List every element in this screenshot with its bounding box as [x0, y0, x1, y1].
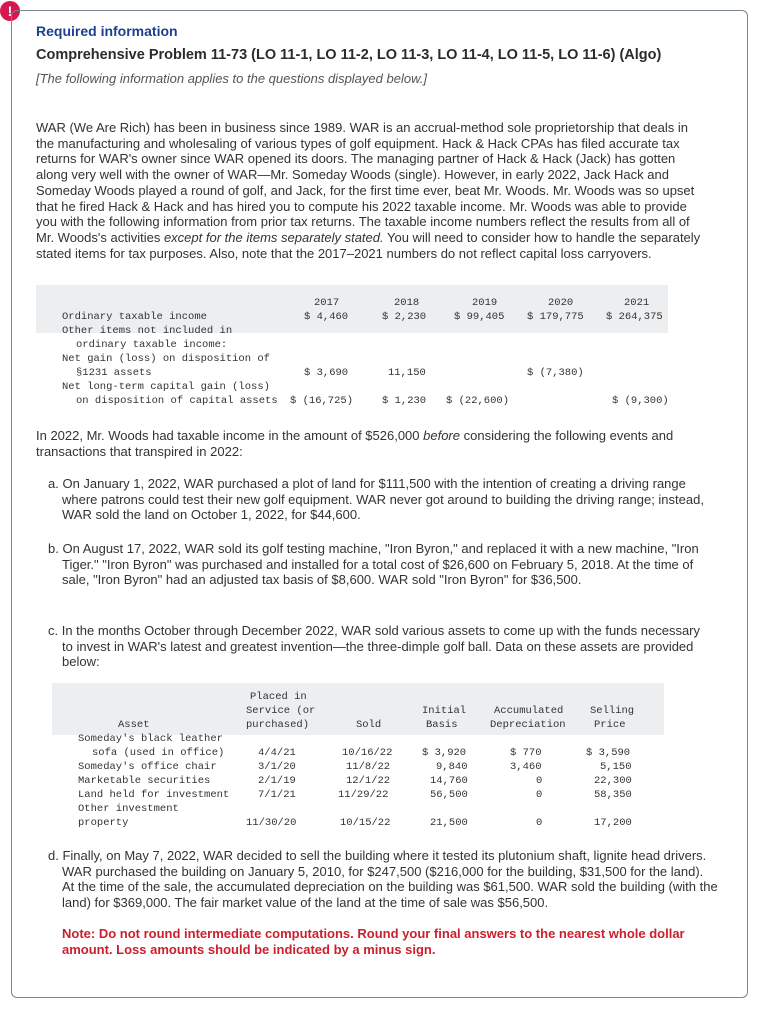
- column-header: Service (or: [246, 705, 316, 717]
- table-row-label: Someday's office chair: [78, 761, 217, 773]
- rounding-note: Note: Do not round intermediate computations. Round your final answers to the nearest whole dollar amount. Loss amounts should be indicated by a minus sign.: [62, 926, 685, 957]
- table-cell: $ 2,230: [382, 311, 427, 323]
- table-cell: $ 3,920: [422, 747, 467, 759]
- column-header: Asset: [118, 719, 150, 731]
- column-header: Price: [594, 719, 626, 731]
- table-cell: $ (7,380): [527, 367, 584, 379]
- table-row-label: Ordinary taxable income: [62, 311, 207, 323]
- column-header: Accumulated: [494, 705, 564, 717]
- table-cell: $ (22,600): [446, 395, 510, 407]
- table-cell: 58,350: [594, 789, 632, 801]
- year-header: 2018: [394, 297, 420, 309]
- table-row-label: Net gain (loss) on disposition of: [62, 353, 270, 365]
- table-row-label: Other investment: [78, 803, 179, 815]
- required-information-heading: Required information: [36, 23, 178, 39]
- column-header: purchased): [246, 719, 310, 731]
- table-cell: 3/1/20: [258, 761, 296, 773]
- background-paragraph: WAR (We Are Rich) has been in business since 1989. WAR is an accrual-method sole proprietorship that deals in the manufacturing and wholesaling of various types of golf equipment. Hack & Hack CPAs has filed accurate tax returns for WAR's owner since WAR opened its doors. The managing partner of Hack & Hack (Jack) has gotten along very well with the owner of WAR—Mr. Someday Woods (single). However, in early 2022, Jack Hack and Someday Woods played a round of golf, and Jack, for the first time ever, beat Mr. Woods. Mr. Woods was so upset that he fired Hack & Hack and has hired you to compute his 2022 taxable income. Mr. Woods was able to provide you with the following information from prior tax returns. The taxable income numbers reflect the results from all of Mr. Woods's activities except for the items separately stated. You will need to consider how to handle the separately stated items for tax purposes. Also, note that the 2017–2021 numbers do not reflect capital loss carryovers.: [36, 120, 701, 261]
- table-cell: $ 99,405: [454, 311, 505, 323]
- table-row-label: §1231 assets: [76, 367, 152, 379]
- table-cell: 22,300: [594, 775, 632, 787]
- table-cell: 4/4/21: [258, 747, 296, 759]
- table-cell: 0: [536, 789, 543, 801]
- year-header: 2017: [314, 297, 340, 309]
- table-row-label: ordinary taxable income:: [76, 339, 228, 351]
- year-header: 2019: [472, 297, 498, 309]
- table-cell: 7/1/21: [258, 789, 296, 801]
- intro-note: [The following information applies to the questions displayed below.]: [36, 71, 427, 86]
- column-header: Depreciation: [490, 719, 566, 731]
- item-a: a. On January 1, 2022, WAR purchased a plot of land for $111,500 with the intention of creating a driving range where patrons could test their new golf equipment. WAR never got around to building the driving range; instead, WAR sold the land on October 1, 2022, for $44,600.: [48, 476, 704, 523]
- table-row-label: on disposition of capital assets: [76, 395, 278, 407]
- table-cell: 0: [536, 775, 543, 787]
- table-row-label: Someday's black leather: [78, 733, 223, 745]
- table-row-label: sofa (used in office): [92, 747, 225, 759]
- table-cell: $ 770: [510, 747, 542, 759]
- table-cell: 11/29/22: [338, 789, 389, 801]
- table-cell: 14,760: [430, 775, 468, 787]
- table-cell: $ (9,300): [612, 395, 669, 407]
- table-cell: $ 4,460: [304, 311, 349, 323]
- table-row-label: Net long-term capital gain (loss): [62, 381, 270, 393]
- table-row-label: Other items not included in: [62, 325, 233, 337]
- table-cell: 10/15/22: [340, 817, 391, 829]
- column-header: Basis: [426, 719, 458, 731]
- item-c: c. In the months October through December 2022, WAR sold various assets to come up with the funds necessary to invest in WAR's latest and greatest invention—the three-dimple golf ball. Data on these assets are provided below:: [48, 623, 701, 670]
- table-cell: 11/8/22: [346, 761, 391, 773]
- table-cell: $ (16,725): [290, 395, 354, 407]
- item-d: d. Finally, on May 7, 2022, WAR decided to sell the building where it tested its plutonium shaft, lignite head drivers. WAR purchased the building on January 5, 2010, for $247,500 ($216,000 for the building, $31,500 for the land). At the time of the sale, the accumulated depreciation on the building was $61,500. WAR sold the building (with the land) for $369,000. The fair market value of the land at the time of sale was $56,500.: [48, 848, 718, 911]
- alert-icon: !: [0, 1, 20, 21]
- table-cell: 9,840: [436, 761, 468, 773]
- column-header: Initial: [422, 705, 467, 717]
- table-row-label: Marketable securities: [78, 775, 211, 787]
- column-header: Sold: [356, 719, 382, 731]
- table-cell: 56,500: [430, 789, 468, 801]
- table-row-label: Land held for investment: [78, 789, 230, 801]
- table-cell: 11/30/20: [246, 817, 297, 829]
- table-cell: 21,500: [430, 817, 468, 829]
- item-b: b. On August 17, 2022, WAR sold its golf testing machine, "Iron Byron," and replaced it with a new machine, "Iron Tiger." "Iron Byron" was purchased and installed for a total cost of $26,600 on February 5, 2018. At the time of sale, "Iron Byron" had an adjusted tax basis of $8,600. WAR sold "Iron Byron" for $36,500.: [48, 541, 699, 588]
- table-cell: $ 3,690: [304, 367, 349, 379]
- table-cell: 5,150: [600, 761, 632, 773]
- assets-sold-table: [52, 683, 664, 833]
- column-header: Selling: [590, 705, 635, 717]
- table-cell: $ 179,775: [527, 311, 584, 323]
- year-header: 2021: [624, 297, 650, 309]
- table-cell: 0: [536, 817, 543, 829]
- table-cell: 3,460: [510, 761, 542, 773]
- table-cell: 10/16/22: [342, 747, 393, 759]
- table-cell: $ 1,230: [382, 395, 427, 407]
- year-header: 2020: [548, 297, 574, 309]
- taxable-income-paragraph: In 2022, Mr. Woods had taxable income in the amount of $526,000 before considering the following events and transactions that transpired in 2022:: [36, 428, 674, 459]
- table-cell: 11,150: [388, 367, 426, 379]
- table-cell: 2/1/19: [258, 775, 296, 787]
- prior-years-table: [36, 285, 668, 411]
- column-header: Placed in: [250, 691, 307, 703]
- problem-title: Comprehensive Problem 11-73 (LO 11-1, LO 11-2, LO 11-3, LO 11-4, LO 11-5, LO 11-6) (Algo): [36, 47, 662, 63]
- table-row-label: property: [78, 817, 129, 829]
- table-cell: 17,200: [594, 817, 632, 829]
- table-cell: $ 264,375: [606, 311, 663, 323]
- table-cell: 12/1/22: [346, 775, 391, 787]
- table-cell: $ 3,590: [586, 747, 631, 759]
